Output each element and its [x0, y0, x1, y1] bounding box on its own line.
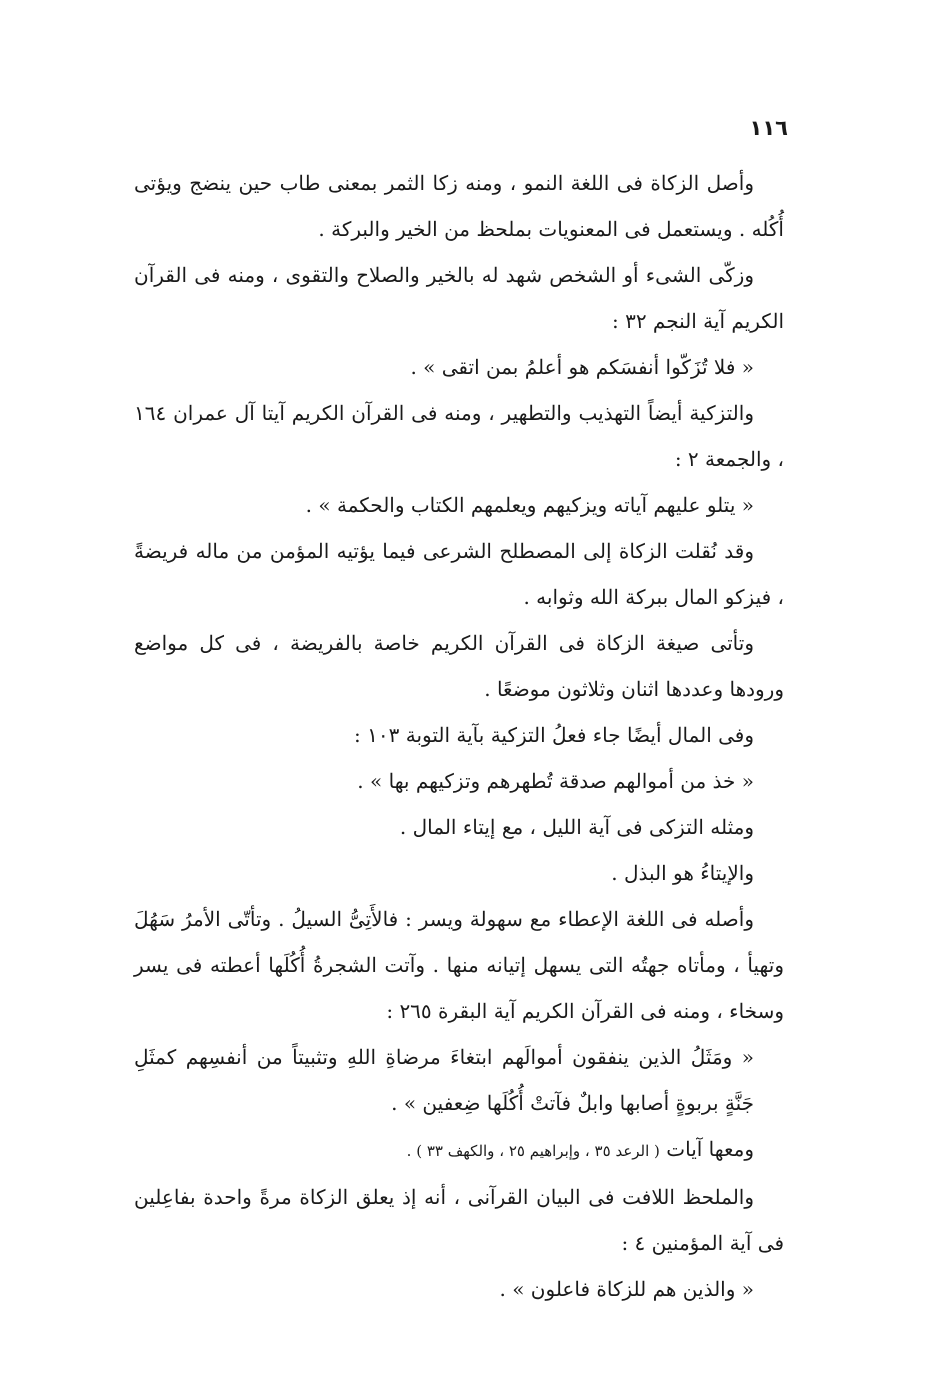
quranic-quote: « خذ من أموالهم صدقة تُطهرهم وتزكيهم بها » . — [357, 769, 754, 793]
quranic-quote: « فلا تُزَكّوا أنفسَكم هو أعلمُ بمن اتقى » . — [410, 355, 754, 379]
paragraph: وفى المال أيضًا جاء فعلُ التزكية بآية التوبة ١٠٣ : — [354, 723, 754, 747]
paragraph: وأصل الزكاة فى اللغة النمو ، ومنه زكا الثمر بمعنى طاب حين ينضج ويؤتى أُكُله . ويستعمل فى المعنويات بملحظ من الخير والبركة . — [134, 171, 784, 241]
paragraph: وقد نُقلت الزكاة إلى المصطلح الشرعى فيما يؤتيه المؤمن من ماله فريضةً ، فيزكو المال ببركة الله وثوابه . — [134, 539, 784, 609]
paragraph: وزكّى الشىء أو الشخص شهد له بالخير والصلاح والتقوى ، ومنه فى القرآن الكريم آية النجم ٣٢ : — [134, 263, 784, 333]
quranic-quote: « والذين هم للزكاة فاعلون » . — [499, 1277, 754, 1301]
paragraph: والملحظ اللافت فى البيان القرآنى ، أنه إذ يعلق الزكاة مرةً واحدة بفاعِلين فى آية المؤمنين ٤ : — [134, 1185, 784, 1255]
verse-references: ( الرعد ٣٥ ، وإبراهيم ٢٥ ، والكهف ٣٣ ) . — [406, 1142, 660, 1160]
page-number: ١١٦ — [749, 116, 788, 140]
paragraph: وأصله فى اللغة الإعطاء مع سهولة ويسر : فالأَتِىُّ السيلُ . وتأتّى الأمرُ سَهُلَ وتهيأ ، ومأتاه جهتُه التى يسهل إتيانه منها . وآتت الشجرةُ أُكُلَها أعطته فى يسر وسخاء ، ومنه فى القرآن الكريم آية البقرة ٢٦٥ : — [134, 907, 784, 1023]
page-body — [134, 160, 784, 1312]
quranic-quote: « ومَثَلُ الذين ينفقون أموالَهم ابتغاءَ مرضاةِ اللهِ وتثبيتاً من أنفسِهم كمثَلِ جَنَّةٍ بربوةٍ أصابها وابلٌ فآتتْ أُكُلَها ضِعفين » . — [134, 1045, 754, 1115]
quranic-quote: « يتلو عليهم آياته ويزكيهم ويعلمهم الكتاب والحكمة » . — [305, 493, 754, 517]
paragraph: والإيتاءُ هو البذل . — [611, 861, 754, 885]
paragraph: وتأتى صيغة الزكاة فى القرآن الكريم خاصة بالفريضة ، فى كل مواضع ورودها وعددها اثنان وثلاثون موضعًا . — [134, 631, 784, 701]
paragraph-lead: ومعها آيات — [666, 1137, 754, 1161]
paragraph: ومثله التزكى فى آية الليل ، مع إيتاء المال . — [399, 815, 754, 839]
paragraph: والتزكية أيضاً التهذيب والتطهير ، ومنه فى القرآن الكريم آيتا آل عمران ١٦٤ ، والجمعة ٢ : — [134, 401, 784, 471]
paragraph — [134, 1126, 784, 1174]
